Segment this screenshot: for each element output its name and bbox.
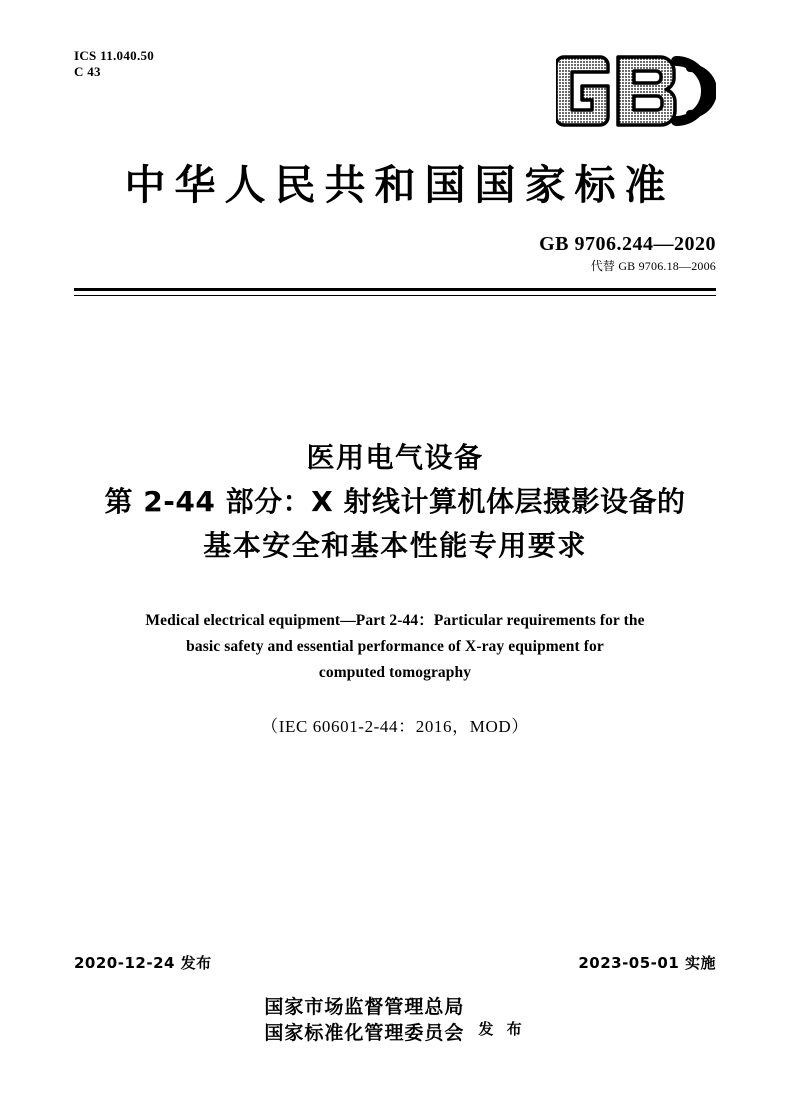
footer-issuer — [0, 994, 790, 1046]
standard-number: GB 9706.244—2020 — [539, 233, 716, 255]
standard-replaces: 代替 GB 9706.18—2006 — [590, 259, 716, 273]
title-en-line1: Medical electrical equipment—Part 2-44：Particular requirements for the — [145, 612, 645, 629]
standard-number-block — [539, 232, 716, 274]
title-cn-line1: 医用电气设备 — [306, 441, 484, 474]
page-title: 中华人民共和国国家标准 — [124, 161, 675, 209]
ics-classification-block — [74, 48, 154, 80]
divider-thin — [74, 295, 716, 296]
title-en-line2: basic safety and essential performance of X-ray equipment for — [186, 638, 604, 655]
divider-thick — [74, 288, 716, 291]
title-cn-line3: 基本安全和基本性能专用要求 — [203, 529, 587, 562]
ccs-code: C 43 — [74, 64, 101, 79]
document-title-english — [95, 608, 695, 686]
issuer-names — [264, 994, 464, 1046]
iec-reference: （IEC 60601-2-44：2016，MOD） — [261, 717, 529, 736]
issuer-action: 发 布 — [478, 1019, 526, 1038]
title-cn-line2: 第 2-44 部分：X 射线计算机体层摄影设备的 — [104, 485, 686, 518]
issuer-line1: 国家市场监督管理总局 — [264, 996, 465, 1018]
gb-emblem-icon — [556, 52, 716, 130]
issue-date: 2020-12-24 发布 — [74, 954, 212, 972]
issuer-line2: 国家标准化管理委员会 — [264, 1022, 465, 1044]
ics-code: ICS 11.040.50 — [74, 48, 155, 63]
title-en-line3: computed tomography — [318, 664, 472, 681]
effective-date: 2023-05-01 实施 — [578, 954, 716, 972]
document-title-chinese — [60, 436, 730, 568]
footer-dates — [74, 952, 716, 973]
